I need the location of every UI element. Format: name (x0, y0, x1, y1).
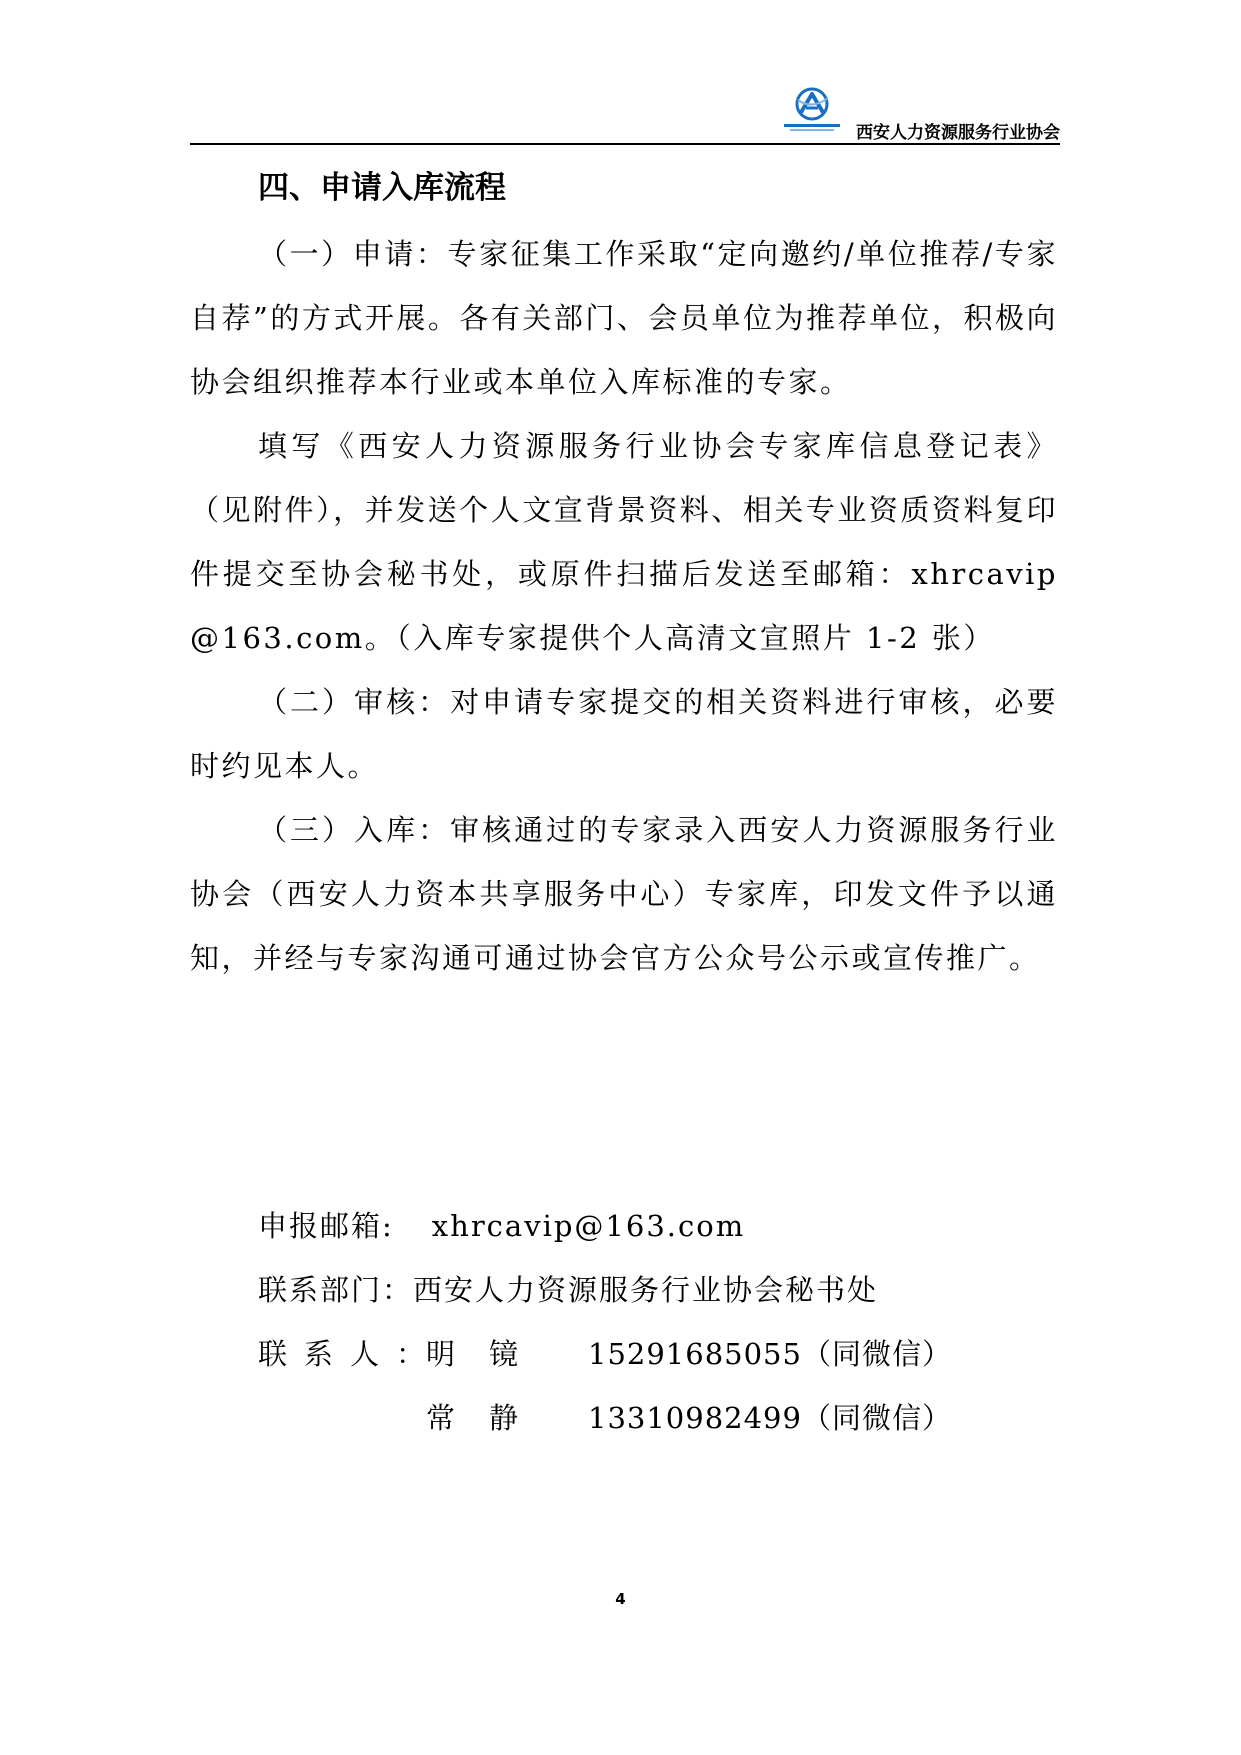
header-org-name: 西安人力资源服务行业协会 (856, 123, 1060, 143)
department-row (258, 1258, 878, 1322)
paragraph-admit: （三）入库：审核通过的专家录入西安人力资源服务行业协会（西安人力资本共享服务中心）专家库，印发文件予以通知，并经与专家沟通可通过协会官方公众号公示或宣传推广。 (190, 813, 1058, 975)
contact-person-label: 联系人： (258, 1337, 443, 1371)
department-label: 联系部门： (258, 1273, 414, 1307)
paragraph-review: （二）审核：对申请专家提交的相关资料进行审核，必要时约见本人。 (190, 685, 1058, 783)
page-header (190, 80, 1060, 144)
paragraph-submit: 填写《西安人力资源服务行业协会专家库信息登记表》（见附件），并发送个人文宣背景资料、相关专业资质资料复印件提交至协会秘书处，或原件扫描后发送至邮箱：xhrcavip@163.com。（入库专家提供个人高清文宣照片 1-2 张） (190, 429, 1058, 655)
document-body (190, 160, 1058, 990)
section-title: 四、申请入库流程 (258, 170, 506, 206)
department-name: 西安人力资源服务行业协会秘书处 (413, 1273, 879, 1307)
page-number: 4 (615, 1590, 626, 1608)
email-address[interactable]: xhrcavip@163.com (431, 1209, 746, 1243)
email-row (258, 1194, 878, 1258)
association-logo-icon (780, 86, 844, 134)
paragraph-apply: （一）申请：专家征集工作采取“定向邀约/单位推荐/专家自荐”的方式开展。各有关部门、会员单位为推荐单位，积极向协会组织推荐本行业或本单位入库标准的专家。 (190, 237, 1058, 399)
contact-phone: 13310982499（同微信） (588, 1401, 952, 1435)
contact-person-row (258, 1322, 952, 1386)
contact-block (258, 1194, 952, 1450)
contact-phone: 15291685055（同微信） (588, 1337, 952, 1371)
contact-name: 明镜 (426, 1337, 553, 1371)
email-label: 申报邮箱: (258, 1209, 394, 1243)
header-divider (190, 143, 1060, 145)
contact-name: 常静 (426, 1401, 553, 1435)
contact-person-row (258, 1386, 952, 1450)
